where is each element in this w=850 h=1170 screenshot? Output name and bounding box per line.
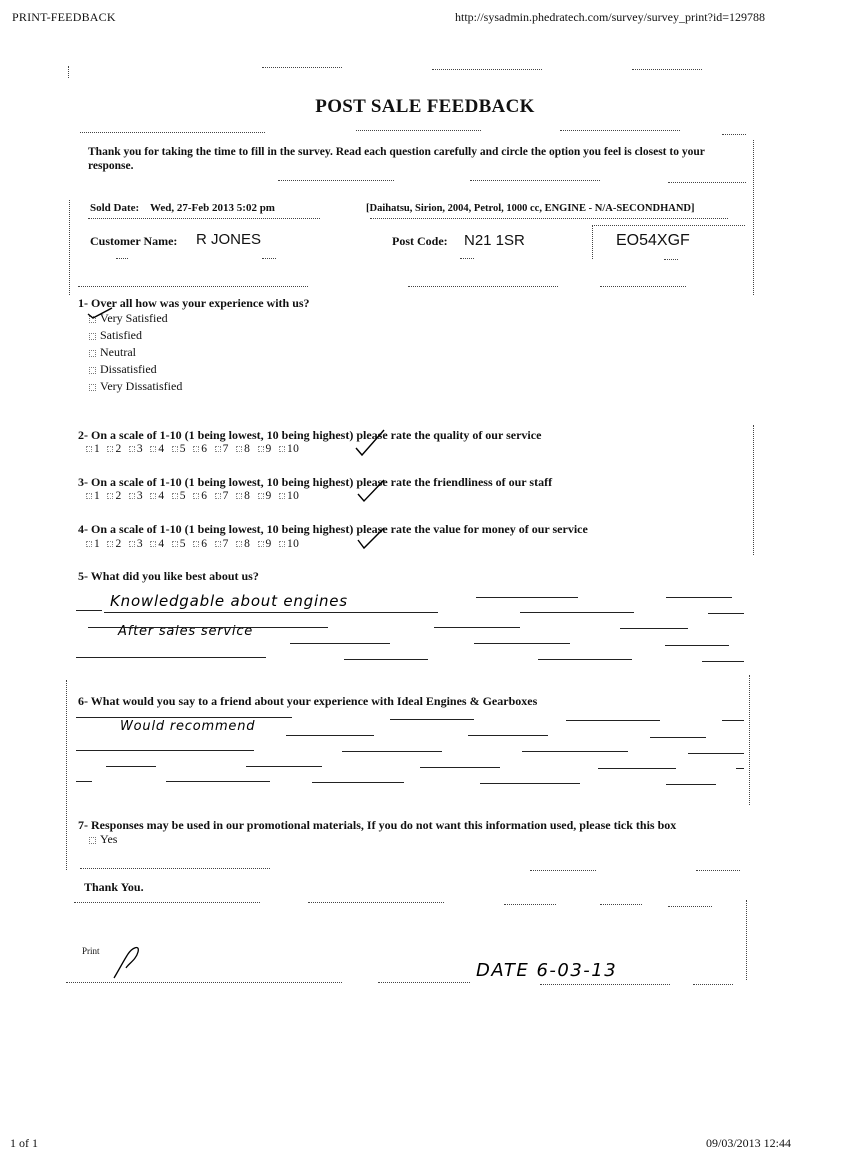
q4-option-3[interactable]: 3 — [129, 538, 143, 550]
q2-option-3[interactable]: 3 — [129, 443, 143, 455]
q2-tick-mark-icon — [354, 428, 386, 458]
q3-option-2[interactable]: 2 — [107, 490, 121, 502]
footer-page-count: 1 of 1 — [10, 1136, 38, 1150]
q4-option-7[interactable]: 7 — [215, 538, 229, 550]
question-2: 2- On a scale of 1-10 (1 being lowest, 10 being highest) please rate the quality of our service — [78, 428, 542, 442]
checkbox-icon — [89, 367, 96, 374]
question-7: 7- Responses may be used in our promotional materials, If you do not want this information used, please tick this box — [78, 818, 677, 832]
checkbox-icon — [89, 333, 96, 340]
q5-answer-line-2[interactable]: After sales service — [118, 624, 254, 639]
q4-option-6[interactable]: 6 — [193, 538, 207, 550]
q7-option-yes[interactable]: Yes — [89, 832, 117, 847]
customer-name-label: Customer Name: — [90, 234, 178, 248]
postcode-label: Post Code: — [392, 234, 448, 248]
q1-option-dissatisfied[interactable]: Dissatisfied — [89, 362, 157, 377]
q4-scale[interactable] — [86, 538, 299, 550]
q1-tick-mark-icon — [86, 306, 114, 320]
intro-text: Thank you for taking the time to fill in the survey. Read each question carefully and circle the option you feel is closest to your response. — [88, 146, 705, 172]
handwritten-signature — [110, 942, 146, 982]
registration-value: EO54XGF — [616, 232, 690, 249]
q3-option-10[interactable]: 10 — [279, 490, 299, 502]
q3-option-4[interactable]: 4 — [150, 490, 164, 502]
q3-option-9[interactable]: 9 — [258, 490, 272, 502]
q1-option-satisfied[interactable]: Satisfied — [89, 328, 142, 343]
q2-option-6[interactable]: 6 — [193, 443, 207, 455]
q4-option-2[interactable]: 2 — [107, 538, 121, 550]
checkbox-icon — [89, 837, 96, 844]
q4-option-10[interactable]: 10 — [279, 538, 299, 550]
q4-tick-mark-icon — [356, 526, 386, 552]
q2-option-7[interactable]: 7 — [215, 443, 229, 455]
q4-option-8[interactable]: 8 — [236, 538, 250, 550]
q2-option-5[interactable]: 5 — [172, 443, 186, 455]
customer-name-value: R JONES — [196, 231, 262, 248]
postcode-value: N21 1SR — [464, 232, 525, 249]
question-1: 1- Over all how was your experience with us? — [78, 296, 310, 310]
q4-option-5[interactable]: 5 — [172, 538, 186, 550]
question-5: 5- What did you like best about us? — [78, 569, 259, 583]
q1-option-neutral[interactable]: Neutral — [89, 345, 136, 360]
q2-option-8[interactable]: 8 — [236, 443, 250, 455]
question-4: 4- On a scale of 1-10 (1 being lowest, 10 being highest) please rate the value for money of our service — [78, 522, 588, 536]
q2-option-1[interactable]: 1 — [86, 443, 100, 455]
question-3: 3- On a scale of 1-10 (1 being lowest, 10 being highest) please rate the friendliness of our staff — [78, 475, 553, 489]
form-title: POST SALE FEEDBACK — [315, 96, 535, 117]
q3-scale[interactable] — [86, 490, 299, 502]
q2-scale[interactable] — [86, 443, 299, 455]
q5-answer-line-1[interactable]: Knowledgable about engines — [110, 592, 348, 610]
footer-print-date: 09/03/2013 12:44 — [706, 1136, 792, 1150]
q1-option-very-dissatisfied[interactable]: Very Dissatisfied — [89, 379, 182, 394]
question-6: 6- What would you say to a friend about your experience with Ideal Engines & Gearboxes — [78, 694, 538, 708]
q2-option-10[interactable]: 10 — [279, 443, 299, 455]
q3-option-5[interactable]: 5 — [172, 490, 186, 502]
thank-you-text: Thank You. — [84, 880, 144, 894]
header-url: http://sysadmin.phedratech.com/survey/survey_print?id=129788 — [455, 10, 766, 24]
q2-option-4[interactable]: 4 — [150, 443, 164, 455]
q3-option-6[interactable]: 6 — [193, 490, 207, 502]
q3-option-1[interactable]: 1 — [86, 490, 100, 502]
q4-option-4[interactable]: 4 — [150, 538, 164, 550]
header-title: PRINT-FEEDBACK — [12, 10, 116, 24]
handwritten-date: DATE 6-03-13 — [476, 960, 618, 981]
q4-option-9[interactable]: 9 — [258, 538, 272, 550]
q6-answer[interactable]: Would recommend — [120, 719, 256, 734]
q3-option-8[interactable]: 8 — [236, 490, 250, 502]
checkbox-icon — [89, 350, 96, 357]
print-label: Print — [82, 946, 100, 956]
q3-option-7[interactable]: 7 — [215, 490, 229, 502]
q1-option-very-satisfied[interactable]: Very Satisfied — [89, 311, 168, 326]
q4-option-1[interactable]: 1 — [86, 538, 100, 550]
checkbox-icon — [89, 384, 96, 391]
q2-option-9[interactable]: 9 — [258, 443, 272, 455]
q2-option-2[interactable]: 2 — [107, 443, 121, 455]
sold-date-label: Sold Date: — [90, 202, 140, 214]
vehicle-description: [Daihatsu, Sirion, 2004, Petrol, 1000 cc, ENGINE - N/A-SECONDHAND] — [366, 203, 695, 214]
q3-tick-mark-icon — [356, 478, 386, 504]
sold-date-value: Wed, 27-Feb 2013 5:02 pm — [150, 202, 275, 214]
q3-option-3[interactable]: 3 — [129, 490, 143, 502]
